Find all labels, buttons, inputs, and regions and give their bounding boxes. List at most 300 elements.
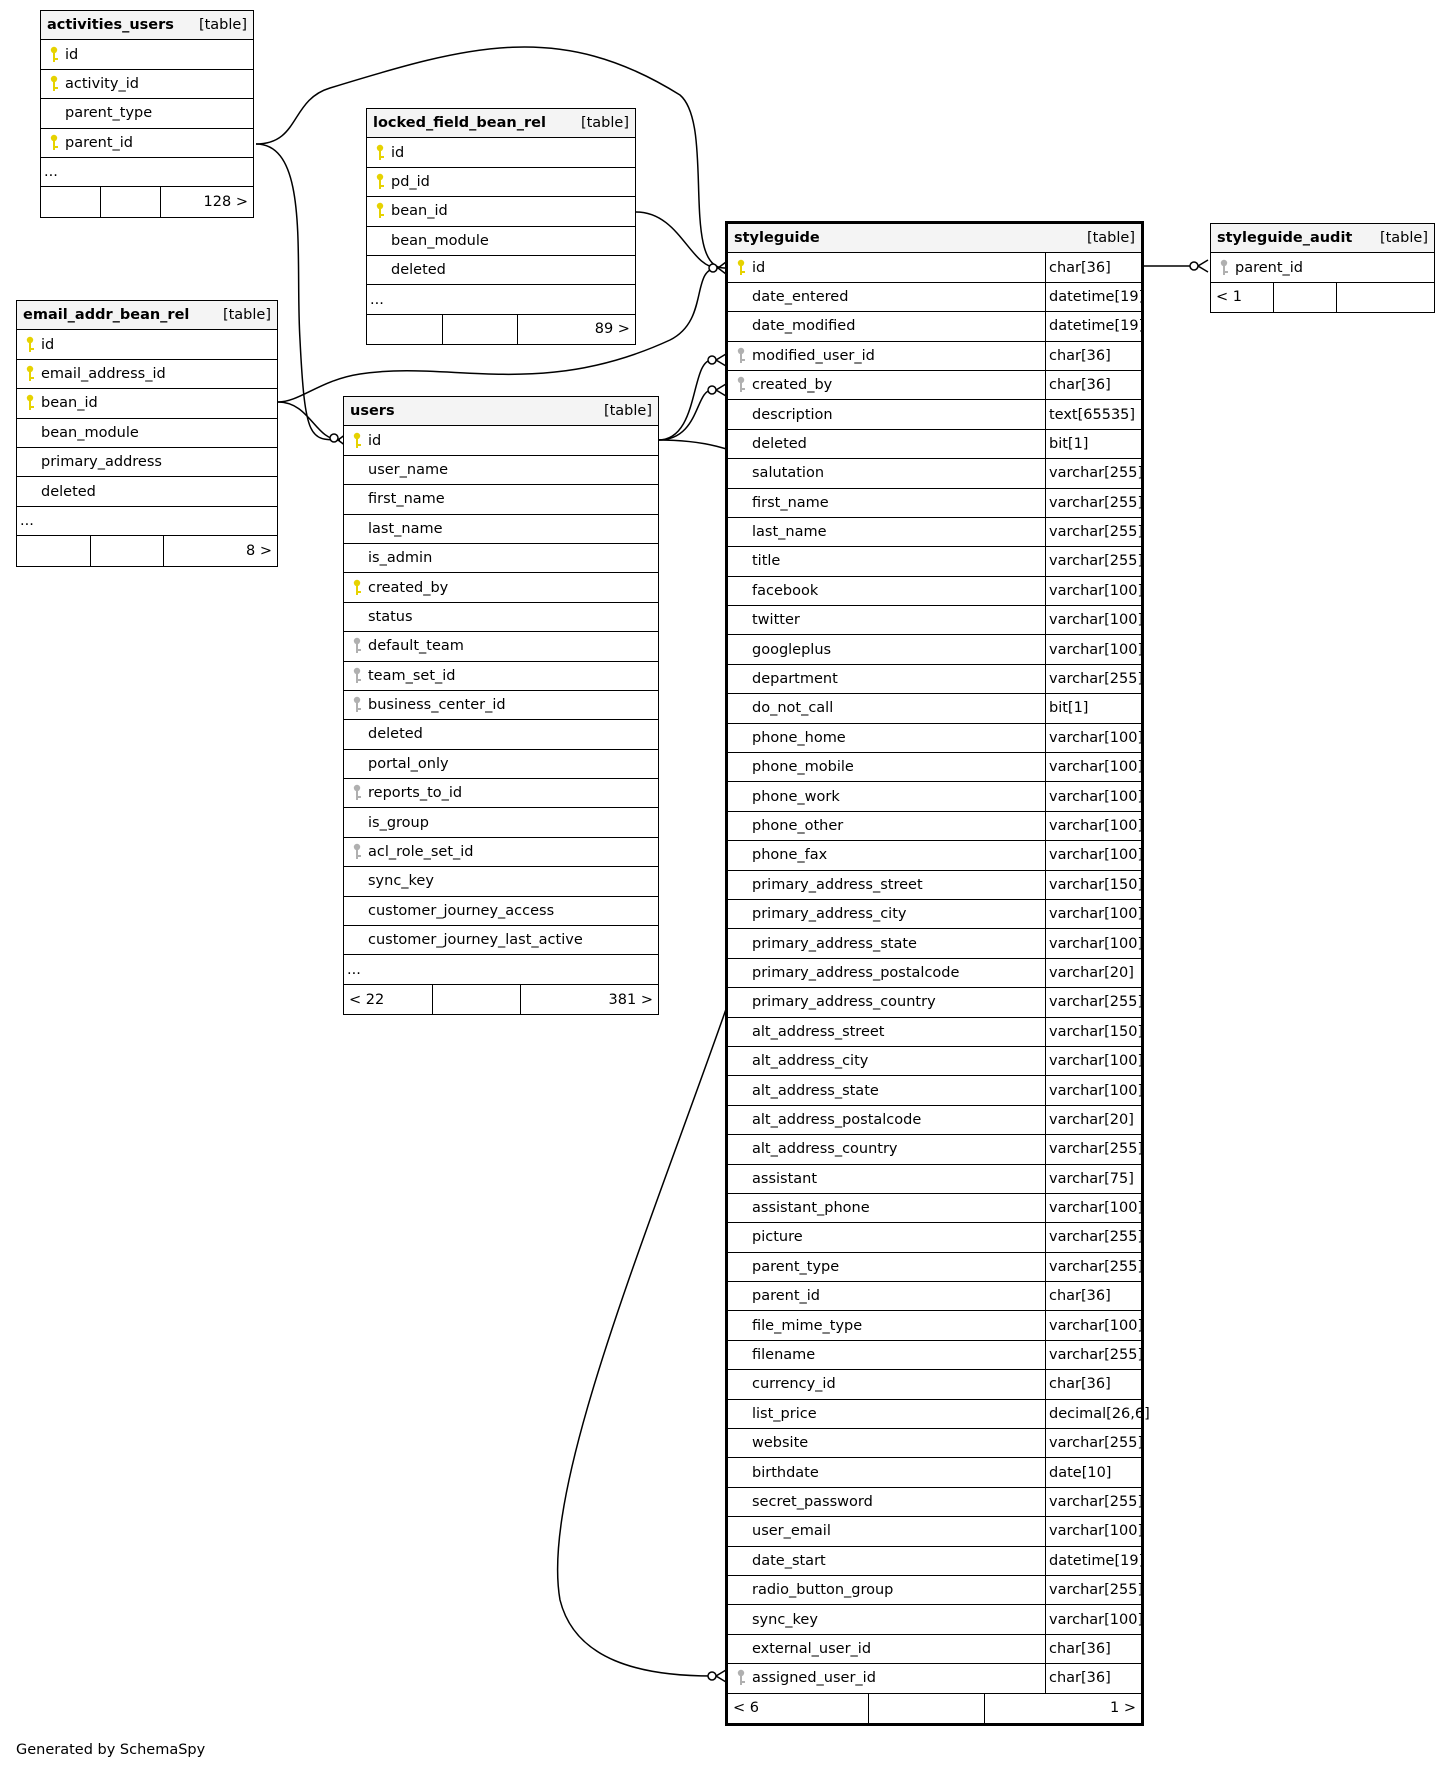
more-columns-row [367,285,635,314]
table-kind: [table] [198,17,247,34]
column-name: customer_journey_last_active [368,932,583,949]
row-count [868,1694,984,1723]
column-row[interactable] [17,330,277,359]
column-row[interactable] [17,360,277,389]
column-name: title [752,553,781,570]
column-row[interactable] [728,459,1144,488]
column-row[interactable] [344,632,658,661]
column-name: first_name [752,494,829,511]
column-row[interactable] [728,371,1141,400]
table-name: email_addr_bean_rel [23,307,190,324]
column-type: char[36] [1045,1664,1141,1692]
primary-key-icon [373,173,387,191]
column-name: primary_address_postalcode [752,964,960,981]
column-row[interactable] [728,665,1144,694]
parents-count[interactable] [17,536,90,565]
column-row[interactable] [728,1635,1141,1664]
column-name: bean_id [391,203,448,220]
table-header[interactable] [728,224,1141,253]
column-row[interactable] [728,1194,1144,1223]
column-type: varchar[100] [1045,724,1141,752]
zero-many-marker [708,386,716,394]
column-type: varchar[100] [1045,635,1141,663]
foreign-key-icon [350,696,364,714]
foreign-key-icon [1217,259,1231,277]
table-email-addr-bean-rel[interactable] [16,300,278,567]
column-name: portal_only [368,755,449,772]
primary-key-icon [350,432,364,450]
column-name: secret_password [752,1493,873,1510]
primary-key-icon [373,144,387,162]
primary-key-icon [734,259,748,277]
primary-key-icon [23,365,37,383]
column-name: primary_address [41,454,162,471]
parents-count[interactable]: < 6 [733,1700,759,1717]
children-count[interactable] [1336,283,1434,312]
row-count [1273,283,1335,312]
column-row[interactable] [344,456,658,485]
column-row[interactable] [728,400,1141,429]
column-type: varchar[20] [1045,959,1141,987]
column-row[interactable] [728,900,1144,929]
column-type: bit[1] [1045,430,1141,458]
more-columns-row [41,158,253,187]
column-type: varchar[255] [1045,1223,1141,1251]
column-name: phone_home [752,729,846,746]
primary-key-icon [373,202,387,220]
column-name: id [65,46,79,63]
row-count [432,985,520,1014]
foreign-key-icon [350,667,364,685]
column-type: decimal[26,6] [1045,1400,1141,1428]
column-row[interactable] [344,779,658,808]
column-name: is_group [368,814,429,831]
more-columns: ... [44,164,58,181]
column-name: date_entered [752,288,849,305]
column-row[interactable] [728,1135,1144,1164]
column-row[interactable] [344,720,658,749]
column-name: deleted [368,726,423,743]
column-row[interactable] [344,838,658,867]
column-row[interactable] [728,1429,1144,1458]
column-row[interactable] [728,430,1141,459]
column-row[interactable] [41,99,253,128]
column-type: char[36] [1045,342,1141,370]
column-type: varchar[100] [1045,929,1141,957]
column-row[interactable] [344,544,658,573]
column-type: varchar[100] [1045,1194,1141,1222]
column-type: varchar[100] [1045,782,1141,810]
column-name: assistant_phone [752,1200,870,1217]
column-type: varchar[100] [1045,1076,1141,1104]
column-name: primary_address_state [752,935,917,952]
table-header[interactable] [344,397,658,426]
column-name: assistant [752,1170,818,1187]
column-type: varchar[100] [1045,1517,1141,1545]
parents-count[interactable]: < 1 [1216,289,1242,306]
table-name: styleguide_audit [1217,230,1353,247]
column-type: text[65535] [1045,400,1141,428]
zero-many-marker [708,356,716,364]
column-row[interactable] [344,662,658,691]
column-row[interactable] [367,227,635,256]
column-name: parent_type [65,105,153,122]
primary-key-icon [47,134,61,152]
column-type: varchar[100] [1045,577,1141,605]
table-name: locked_field_bean_rel [373,115,546,132]
parents-count[interactable] [367,315,442,344]
column-row[interactable] [367,256,635,285]
column-type: varchar[100] [1045,606,1141,634]
column-name: modified_user_id [752,347,875,364]
column-name: date_modified [752,318,856,335]
table-styleguide[interactable] [725,221,1150,1726]
column-name: team_set_id [368,667,456,684]
column-row[interactable] [728,929,1144,958]
column-type: char[36] [1045,1635,1141,1663]
children-count[interactable]: 128 > [160,187,253,216]
column-name: radio_button_group [752,1582,894,1599]
column-type: datetime[19] [1045,283,1141,311]
column-type: varchar[255] [1045,489,1141,517]
column-type: datetime[19] [1045,312,1141,340]
column-row[interactable] [344,867,658,896]
link-locked-bean-to-styleguide-id [636,212,718,268]
column-type: char[36] [1045,1370,1141,1398]
column-row[interactable] [344,485,658,514]
table-locked-field-bean-rel[interactable] [366,108,636,345]
column-name: alt_address_city [752,1053,869,1070]
table-kind: [table] [580,115,629,132]
column-name: email_address_id [41,365,166,382]
table-footer [344,985,658,1014]
column-type: varchar[100] [1045,753,1141,781]
column-name: date_start [752,1552,826,1569]
column-name: user_email [752,1523,831,1540]
column-row[interactable] [367,168,635,197]
column-name: assigned_user_id [752,1670,876,1687]
column-name: id [368,432,382,449]
column-row[interactable] [728,988,1144,1017]
column-name: deleted [41,483,96,500]
table-kind: [table] [1379,230,1428,247]
column-type: varchar[100] [1045,841,1141,869]
column-name: acl_role_set_id [368,844,474,861]
column-name: id [752,259,766,276]
foreign-key-icon [350,637,364,655]
more-columns: ... [20,512,34,529]
column-name: department [752,671,838,688]
column-type: varchar[255] [1045,1576,1141,1604]
column-name: website [752,1435,809,1452]
column-name: birthdate [752,1464,819,1481]
table-name: users [350,403,395,420]
column-row[interactable] [728,1311,1144,1340]
column-name: bean_id [41,395,98,412]
column-row[interactable] [728,547,1144,576]
table-activities-users[interactable] [40,10,254,218]
table-header[interactable] [367,109,635,138]
zero-many-marker [709,264,717,272]
column-row[interactable] [728,1047,1144,1076]
table-header[interactable] [41,11,253,40]
column-name: primary_address_country [752,994,936,1011]
column-name: id [391,144,405,161]
primary-key-icon [47,46,61,64]
table-footer [728,1694,1141,1723]
column-row[interactable] [728,489,1144,518]
column-name: do_not_call [752,700,834,717]
column-row[interactable] [728,1488,1144,1517]
column-row[interactable] [728,312,1145,341]
column-row[interactable] [41,70,253,99]
column-row[interactable] [728,782,1144,811]
column-type: varchar[100] [1045,900,1141,928]
link-email-bean-to-users-id [278,402,340,440]
column-row[interactable] [728,1547,1145,1576]
column-name: first_name [368,491,445,508]
column-type: varchar[255] [1045,988,1141,1016]
primary-key-icon [47,75,61,93]
column-name: sync_key [752,1611,818,1628]
column-row[interactable] [728,1165,1141,1194]
foreign-key-icon [350,843,364,861]
column-name: parent_id [65,134,134,151]
column-name: user_name [368,461,448,478]
column-row[interactable] [728,959,1141,988]
column-row[interactable] [344,426,658,455]
column-type: char[36] [1045,371,1141,399]
table-kind: [table] [222,307,271,324]
column-type: varchar[150] [1045,1018,1141,1046]
column-row[interactable] [728,812,1144,841]
column-name: bean_module [391,232,489,249]
column-name: default_team [368,638,464,655]
column-row[interactable] [728,635,1144,664]
column-type: datetime[19] [1045,1547,1141,1575]
column-row[interactable] [728,1223,1144,1252]
column-row[interactable] [728,1605,1144,1634]
column-row[interactable] [728,1282,1141,1311]
column-name: customer_journey_access [368,902,555,919]
column-name: primary_address_city [752,906,907,923]
column-row[interactable] [728,253,1141,282]
column-type: varchar[75] [1045,1165,1141,1193]
zero-many-marker [330,434,338,442]
children-count[interactable]: 381 > [520,985,658,1014]
zero-many-marker [1190,262,1198,270]
column-name: currency_id [752,1376,836,1393]
column-name: phone_mobile [752,759,854,776]
column-name: filename [752,1347,816,1364]
children-count[interactable]: 1 > [984,1694,1141,1723]
column-name: parent_id [1235,259,1304,276]
column-name: external_user_id [752,1640,872,1657]
column-name: deleted [752,435,807,452]
column-row[interactable] [344,573,658,602]
table-header[interactable] [1211,224,1434,253]
column-name: created_by [368,579,449,596]
column-name: status [368,608,413,625]
column-row[interactable] [344,897,658,926]
table-styleguide-audit[interactable] [1210,223,1435,313]
column-name: reports_to_id [368,785,463,802]
column-name: alt_address_street [752,1023,885,1040]
column-name: alt_address_country [752,1141,898,1158]
column-row[interactable] [728,1106,1141,1135]
link-users-id-to-created-by [658,390,712,440]
column-type: varchar[255] [1045,459,1141,487]
generated-by-label: Generated by SchemaSpy [16,1742,206,1758]
column-name: business_center_id [368,697,506,714]
parents-count[interactable]: < 22 [349,991,385,1008]
primary-key-icon [23,336,37,354]
column-name: salutation [752,465,825,482]
column-row[interactable] [728,871,1144,900]
column-row[interactable] [17,419,277,448]
column-row[interactable] [728,1400,1150,1429]
column-row[interactable] [344,926,658,955]
more-columns: ... [347,961,361,978]
column-type: varchar[100] [1045,812,1141,840]
column-row[interactable] [17,389,277,418]
parents-count[interactable] [41,187,100,216]
column-row[interactable] [728,1076,1144,1105]
column-name: bean_module [41,424,139,441]
column-type: varchar[255] [1045,547,1141,575]
foreign-key-icon [734,1669,748,1687]
row-count [100,187,159,216]
column-row[interactable] [728,518,1144,547]
column-name: phone_other [752,818,844,834]
column-name: file_mime_type [752,1317,863,1334]
column-type: varchar[20] [1045,1106,1141,1134]
column-name: id [41,336,55,353]
foreign-key-icon [734,347,748,365]
column-row[interactable] [344,515,658,544]
column-type: varchar[100] [1045,1311,1141,1339]
column-name: deleted [391,262,446,279]
zero-many-marker [708,1672,716,1680]
column-name: last_name [752,524,827,541]
foreign-key-icon [734,376,748,394]
column-row[interactable] [728,1018,1144,1047]
column-row[interactable] [728,1370,1141,1399]
column-row[interactable] [728,1458,1141,1487]
column-row[interactable] [17,477,277,506]
column-type: varchar[255] [1045,518,1141,546]
column-row[interactable] [728,1253,1144,1282]
column-row[interactable] [728,1517,1144,1546]
table-footer [367,315,635,344]
column-name: phone_work [752,788,840,805]
column-type: varchar[100] [1045,1605,1141,1633]
column-name: twitter [752,612,800,629]
column-row[interactable] [728,694,1141,723]
link-users-id-to-modified-user [658,360,712,440]
foreign-key-icon [350,784,364,802]
column-name: parent_id [752,1288,821,1305]
table-footer [1211,283,1434,312]
column-row[interactable] [728,724,1144,753]
column-row[interactable] [728,753,1144,782]
column-name: googleplus [752,641,832,658]
column-name: parent_type [752,1258,840,1275]
more-columns-row [344,955,658,984]
column-name: alt_address_postalcode [752,1111,922,1128]
column-row[interactable] [344,603,658,632]
column-row[interactable] [728,1576,1144,1605]
column-row[interactable] [728,342,1141,371]
column-row[interactable] [728,606,1144,635]
column-type: char[36] [1045,253,1141,281]
column-name: phone_fax [752,847,828,864]
primary-key-icon [350,579,364,597]
column-type: varchar[100] [1045,1047,1141,1075]
column-name: is_admin [368,550,433,567]
table-footer [17,536,277,565]
column-name: last_name [368,520,443,537]
column-row[interactable] [344,808,658,837]
column-type: bit[1] [1045,694,1141,722]
column-name: created_by [752,377,833,394]
column-type: date[10] [1045,1458,1141,1486]
column-type: varchar[150] [1045,871,1141,899]
column-row[interactable] [728,841,1144,870]
more-columns: ... [370,291,384,308]
column-type: varchar[255] [1045,1253,1141,1281]
column-type: varchar[255] [1045,665,1141,693]
table-kind: [table] [603,403,652,420]
column-name: activity_id [65,75,139,92]
more-columns-row [17,507,277,536]
table-name: activities_users [47,17,174,34]
table-footer [41,187,253,216]
table-kind: [table] [1086,230,1135,247]
children-count[interactable]: 8 > [163,536,277,565]
children-count[interactable]: 89 > [517,315,635,344]
column-type: varchar[255] [1045,1429,1141,1457]
column-name: pd_id [391,173,430,190]
column-row[interactable] [41,129,253,158]
column-row[interactable] [728,1664,1141,1693]
column-name: description [752,406,833,423]
column-row[interactable] [728,577,1144,606]
column-name: primary_address_street [752,876,923,893]
row-count [442,315,517,344]
table-users[interactable] [343,396,659,1015]
column-row[interactable] [344,750,658,779]
column-row[interactable] [17,448,277,477]
column-name: picture [752,1229,803,1246]
column-name: facebook [752,582,819,599]
column-row[interactable] [728,1341,1144,1370]
column-row[interactable] [1211,253,1434,282]
column-row[interactable] [367,138,635,167]
column-type: varchar[255] [1045,1341,1141,1369]
table-name: styleguide [734,230,820,247]
column-type: varchar[255] [1045,1135,1141,1163]
column-row[interactable] [344,691,658,720]
column-row[interactable] [41,40,253,69]
column-row[interactable] [367,197,635,226]
primary-key-icon [23,394,37,412]
column-name: list_price [752,1405,817,1422]
column-type: char[36] [1045,1282,1141,1310]
column-row[interactable] [728,283,1145,312]
table-header[interactable] [17,301,277,330]
row-count [90,536,163,565]
